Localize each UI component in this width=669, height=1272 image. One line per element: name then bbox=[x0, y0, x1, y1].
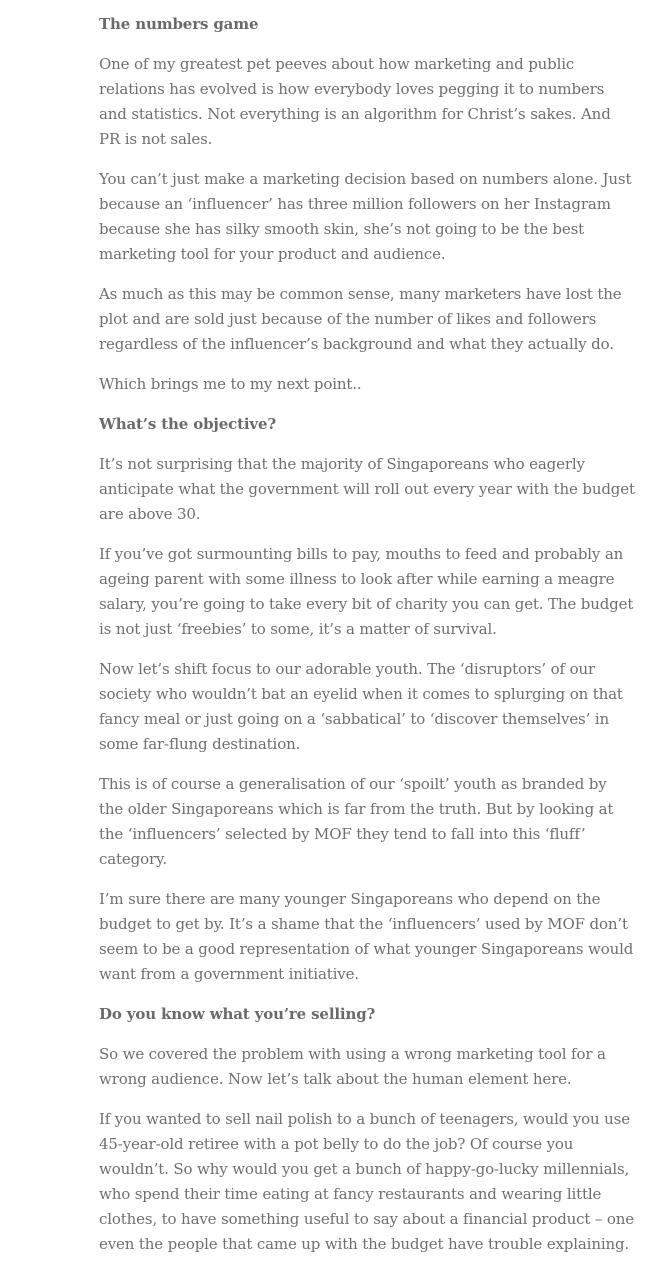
article-paragraph: As much as this may be common sense, many marketers have lost the plot and are sold just because of the number of likes and followers regardless of the influencer’s background and what they actually do. bbox=[99, 285, 622, 353]
section-heading-selling: Do you know what you’re selling? bbox=[99, 1005, 376, 1023]
article-paragraph: Which brings me to my next point.. bbox=[99, 375, 362, 393]
section-heading-objective: What’s the objective? bbox=[99, 415, 277, 433]
article-paragraph: It’s not surprising that the majority of Singaporeans who eagerly anticipate what the government will roll out every year with the budget are above 30. bbox=[99, 455, 635, 523]
article-paragraph: Now let’s shift focus to our adorable youth. The ‘disruptors’ of our society who wouldn’t bat an eyelid when it comes to splurging on that fancy meal or just going on a ‘sabbatical’ to ‘discover themselves’ in some far-flung destination. bbox=[99, 660, 623, 753]
article-paragraph: This is of course a generalisation of our ‘spoilt’ youth as branded by the older Singaporeans which is far from the truth. But by looking at the ‘influencers’ selected by MOF they tend to fall into this ‘fluff’ category. bbox=[99, 775, 614, 868]
article-paragraph: If you wanted to sell nail polish to a bunch of teenagers, would you use 45-year-old retiree with a pot belly to do the job? Of course you wouldn’t. So why would you get a bunch of happy-go-lucky millennials, who spend their time eating at fancy restaurants and wearing little clothes, to have something useful to say about a financial product – one even the people that came up with the budget have trouble explaining. bbox=[99, 1110, 635, 1253]
article-paragraph: If you’ve got surmounting bills to pay, mouths to feed and probably an ageing parent with some illness to look after while earning a meagre salary, you’re going to take every bit of charity you can get. The budget is not just ‘freebies’ to some, it’s a matter of survival. bbox=[99, 545, 634, 638]
article-paragraph: I’m sure there are many younger Singaporeans who depend on the budget to get by. It’s a shame that the ‘influencers’ used by MOF don’t seem to be a good representation of what younger Singaporeans would want from a government initiative. bbox=[99, 890, 634, 983]
article-paragraph: So we covered the problem with using a wrong marketing tool for a wrong audience. Now let’s talk about the human element here. bbox=[99, 1045, 606, 1088]
article-paragraph: You can’t just make a marketing decision based on numbers alone. Just because an ‘influencer’ has three million followers on her Instagram because she has silky smooth skin, she’s not going to be the best marketing tool for your product and audience. bbox=[99, 170, 632, 263]
article-paragraph: One of my greatest pet peeves about how marketing and public relations has evolved is how everybody loves pegging it to numbers and statistics. Not everything is an algorithm for Christ’s sakes. And PR is not sales. bbox=[99, 55, 611, 148]
section-heading-numbers-game: The numbers game bbox=[99, 15, 259, 33]
article-body bbox=[99, 12, 635, 1272]
